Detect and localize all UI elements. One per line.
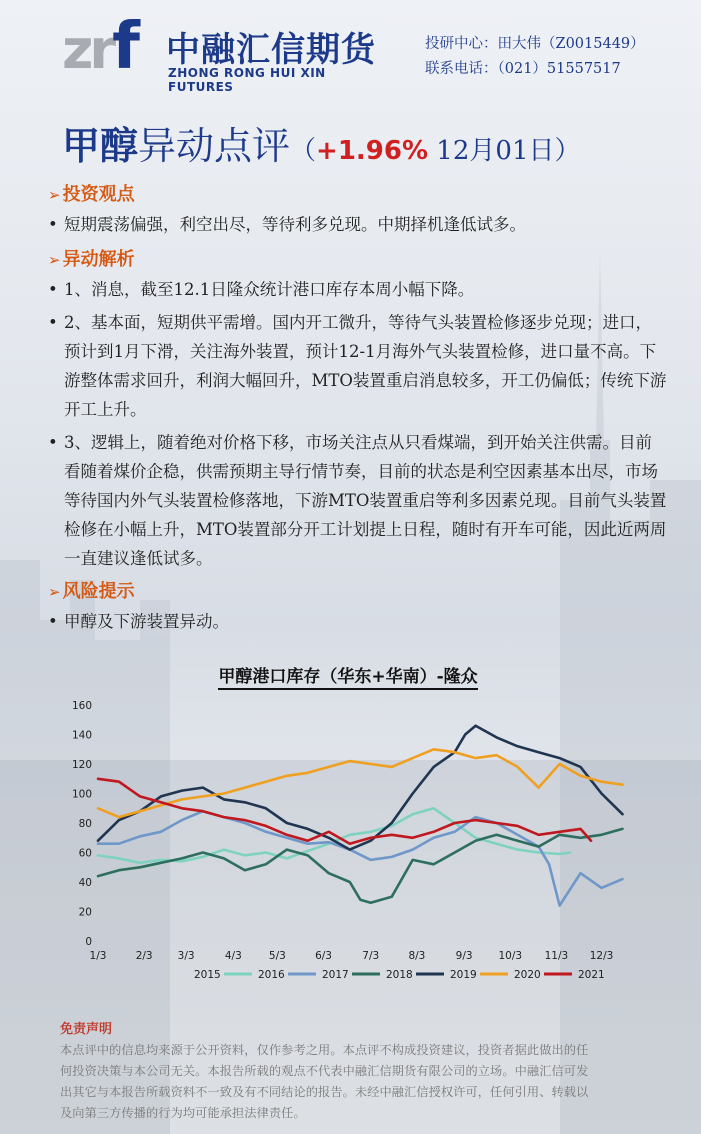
x-tick-label: 5/3 [268,950,286,962]
logo-mark-icon: zrf [62,10,136,84]
y-tick-label: 80 [78,818,92,830]
contact-phone: 联系电话：（021）51557517 [425,61,621,77]
x-tick-label: 12/3 [589,950,614,962]
title-change: +1.96% [316,136,429,166]
section-heading-risk: ➢ 风险提示 [48,581,135,602]
company-name-cn: 中融汇信期货 [166,30,376,70]
list-item: • 1、消息，截至12.1日隆众统计港口库存本周小幅下降。 [48,275,668,304]
bullet-icon: • [48,612,58,631]
inventory-chart [48,660,648,990]
x-tick-label: 6/3 [315,950,332,962]
x-tick-label: 9/3 [455,950,473,962]
company-name-en: ZHONG RONG HUI XIN FUTURES [168,66,326,94]
disclaimer-line: 出其它与本报告所载资料不一致及有不同结论的报告。未经中融汇信授权许可，任何引用、转载以 [60,1085,589,1099]
section-heading-view: ➢ 投资观点 [48,184,135,205]
report-content [48,180,668,636]
legend-label-2017: 2017 [322,969,349,981]
bullet-icon: • [48,313,58,332]
disclaimer-body [60,1040,650,1124]
legend-label-2016: 2016 [258,969,285,981]
x-tick-label: 3/3 [177,950,195,962]
title-product: 甲醇 [62,124,139,168]
legend-label-2020: 2020 [514,969,541,981]
y-tick-label: 160 [71,700,92,712]
bullet-icon: • [48,433,58,452]
series-line-2019 [98,726,623,850]
list-item: • 2、基本面，短期供平需增。国内开工微升，等待气头装置检修逐步兑现；进口，预计到1月下滑，关注海外装置，预计12-1月海外气头装置检修，进口量不高。下游整体需求回升，利润大幅回升，MTO装置重启消息较多，开工仍偏低；传统下游开工上升。 [48,308,668,424]
chart-svg [48,660,648,990]
header [0,0,701,105]
x-tick-label: 1/3 [89,950,107,962]
y-tick-label: 60 [78,847,92,860]
y-tick-label: 20 [78,906,92,919]
x-tick-label: 11/3 [544,950,569,962]
arrow-icon: ➢ [48,251,61,269]
section-heading-analysis: ➢ 异动解析 [48,249,135,270]
list-item: • 甲醇及下游装置异动。 [48,607,668,636]
chart-title: 甲醇港口库存（华东+华南）-隆众 [48,662,648,687]
y-tick-label: 120 [71,759,92,771]
disclaimer-line: 本点评中的信息均来源于公开资料，仅作参考之用。本点评不构成投资建议，投资者据此做出的任 [60,1043,589,1057]
page-title [62,115,682,170]
title-paren-open: （ [290,136,317,166]
disclaimer-title: 免责声明 [60,1022,113,1037]
arrow-icon: ➢ [48,186,61,204]
x-tick-label: 4/3 [224,950,242,962]
legend-label-2018: 2018 [386,969,413,981]
disclaimer-line: 何投资决策与本公司无关。本报告所载的观点不代表中融汇信期货有限公司的立场。中融汇信可发 [60,1064,589,1078]
y-tick-label: 100 [71,788,92,801]
bullet-icon: • [48,280,58,299]
y-tick-label: 40 [78,877,92,889]
x-tick-label: 7/3 [362,950,380,962]
x-tick-label: 8/3 [408,950,426,962]
contact-research: 投研中心：田大伟（Z0015449） [425,36,645,52]
title-type: 异动点评 [138,124,291,168]
x-tick-label: 2/3 [135,950,153,962]
legend-label-2019: 2019 [450,969,477,981]
legend-label-2015: 2015 [194,969,221,981]
company-logo [62,8,382,94]
bullet-icon: • [48,215,58,234]
x-tick-label: 10/3 [498,950,523,962]
arrow-icon: ➢ [48,583,61,601]
disclaimer [60,1018,650,1124]
contact-info [425,32,645,82]
list-item: • 3、逻辑上，随着绝对价格下移，市场关注点从只看煤端，到开始关注供需。目前看随着煤价企稳，供需预期主导行情节奏，目前的状态是利空因素基本出尽，市场等待国内外气头装置检修落地，下游MTO装置重启等利多因素兑现。目前气头装置检修在小幅上升，MTO装置部分开工计划提上日程，随时有开车可能，因此近两周一直建议逢低试多。 [48,428,668,573]
title-date: 12月01日） [428,136,581,166]
legend-label-2021: 2021 [578,969,605,981]
list-item: • 短期震荡偏强，利空出尽，等待利多兑现。中期择机逢低试多。 [48,210,668,239]
y-tick-label: 0 [85,936,92,948]
disclaimer-line: 及向第三方传播的行为均可能承担法律责任。 [60,1106,306,1120]
y-tick-label: 140 [71,729,92,742]
